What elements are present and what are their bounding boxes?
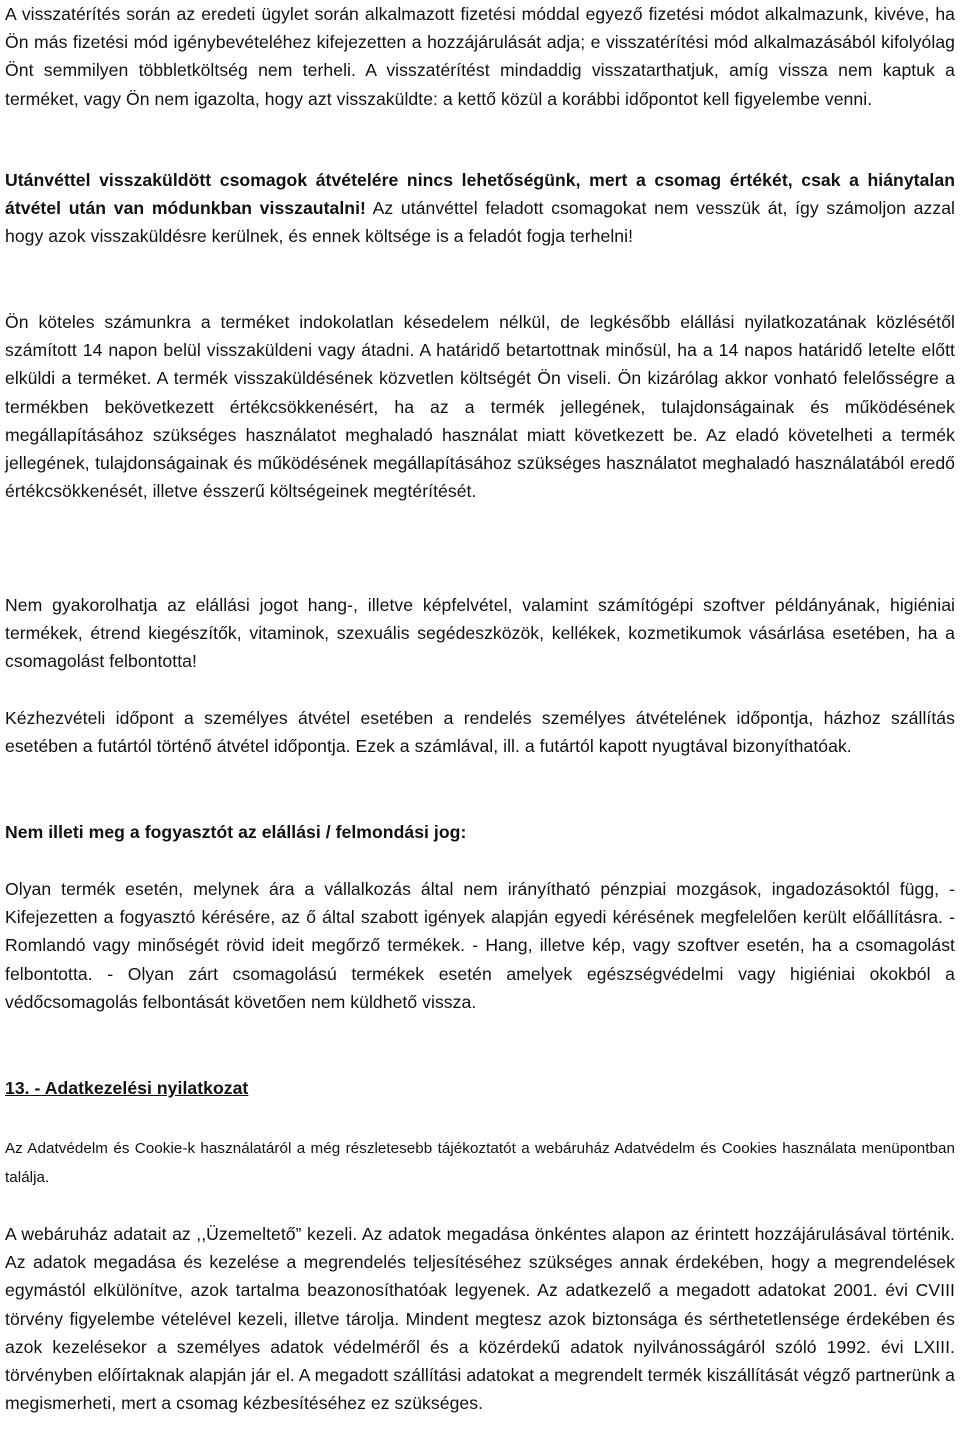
heading-no-withdrawal-right: Nem illeti meg a fogyasztót az elállási / felmondási jog: (5, 822, 467, 842)
paragraph-receipt-time: Kézhezvételi időpont a személyes átvétel esetében a rendelés személyes átvételének időpontja, házhoz szállítás esetében a futártól történő átvétel időpontja. Ezek a számlával, ill. a futártól kapott nyugtával bizonyíthatóak. (5, 708, 955, 757)
paragraph-refund-method: A visszatérítés során az eredeti ügylet során alkalmazott fizetési móddal egyező fizetési módot alkalmazunk, kivéve, ha Ön más fizetési mód igénybevételéhez kifejezetten a hozzájárulását adja; e visszatérítési mód alkalmazásából kifolyólag Önt semmilyen többletköltség nem terheli. A visszatérítést mindaddig visszatarthatjuk, amíg vissza nem kaptuk a terméket, vagy Ön nem igazolta, hogy azt visszaküldte: a kettő közül a korábbi időpontot kell figyelembe venni. (5, 4, 955, 109)
cod-warning-bold: Utánvéttel visszaküldött csomagok átvételére nincs lehetőségünk, mert a csomag értékét, csak a hiánytalan átvétel után van módunkban visszautalni! (5, 170, 955, 219)
paragraph-no-withdrawal-cases: Olyan termék esetén, melynek ára a vállalkozás által nem irányítható pénzpiai mozgások, ingadozásoktól függ, - Kifejezetten a fogyasztó kérésére, az ő által szabott igények alapján egyedi kérésének megfelelően került előállításra. - Romlandó vagy minőségét rövid ideit megőrző termékek. - Hang, illetve kép, vagy szoftver esetén, ha a csomagolást felbontotta. - Olyan zárt csomagolású termékek esetén amelyek egészségvédelmi vagy higiéniai okokból a védőcsomagolás felbontását követően nem küldhető vissza. (5, 879, 955, 1012)
cod-warning-rest: Az utánvéttel feladott csomagokat nem vesszük át, így számoljon azzal hogy azok visszaküldésre kerülnek, és ennek költsége is a feladót fogja terhelni! (5, 198, 955, 247)
paragraph-data-handling: A webáruház adatait az ,,Üzemeltető” kezeli. Az adatok megadása önkéntes alapon az érintett hozzájárulásával történik. Az adatok megadása és kezelése a megrendelés teljesítéséhez szükséges annak érdekében, hogy a megrendelések egymástól elkülönítve, azok tartalma beazonosíthatóak legyenek. Az adatkezelő a megadott adatokat 2001. évi CVIII törvény figyelembe vételével kezeli, illetve tárolja. Mindent megtesz azok biztonsága és sérthetetlensége érdekében és azok kezelésekor a személyes adatok védelméről és a közérdekű adatok nyilvánosságáról szóló 1992. évi LXIII. törvényben előírtaknak alapján jár el. A megadott szállítási adatokat a megrendelt termék kiszállítását végző partnerünk a megismerheti, mert a csomag kézbesítéséhez ez szükséges. (5, 1224, 955, 1414)
paragraph-cookie-info: Az Adatvédelm és Cookie-k használatáról a még részletesebb tájékoztatót a webáruház Adatvédelm és Cookies használata menüpontban találja. (5, 1140, 955, 1186)
paragraph-exclusions: Nem gyakorolhatja az elállási jogot hang-, illetve képfelvétel, valamint számítógépi szoftver példányának, higiéniai termékek, étrend kiegészítők, vitaminok, szexuális segédeszközök, kellékek, kozmetikumok vásárlása esetében, ha a csomagolást felbontotta! (5, 595, 955, 672)
paragraph-cod-returns (5, 166, 955, 251)
paragraph-return-deadline: Ön köteles számunkra a terméket indokolatlan késedelem nélkül, de legkésőbb elállási nyilatkozatának közlésétől számított 14 napon belül visszaküldeni vagy átadni. A határidő betartottnak minősül, ha a 14 napos határidő letelte előtt elküldi a terméket. A termék visszaküldésének közvetlen költségét Ön viseli. Ön kizárólag akkor vonható felelősségre a termékben bekövetkezett értékcsökkenésért, ha az a termék jellegének, tulajdonságainak és működésének megállapításához szükséges használatot meghaladó használat miatt következett be. Az eladó követelheti a termék jellegének, tulajdonságainak és működésének megállapításához szükséges használatot meghaladó használatából eredő értékcsökkenését, illetve ésszerű költségeinek megtérítését. (5, 312, 955, 502)
section-13-heading: 13. - Adatkezelési nyilatkozat (5, 1078, 249, 1098)
